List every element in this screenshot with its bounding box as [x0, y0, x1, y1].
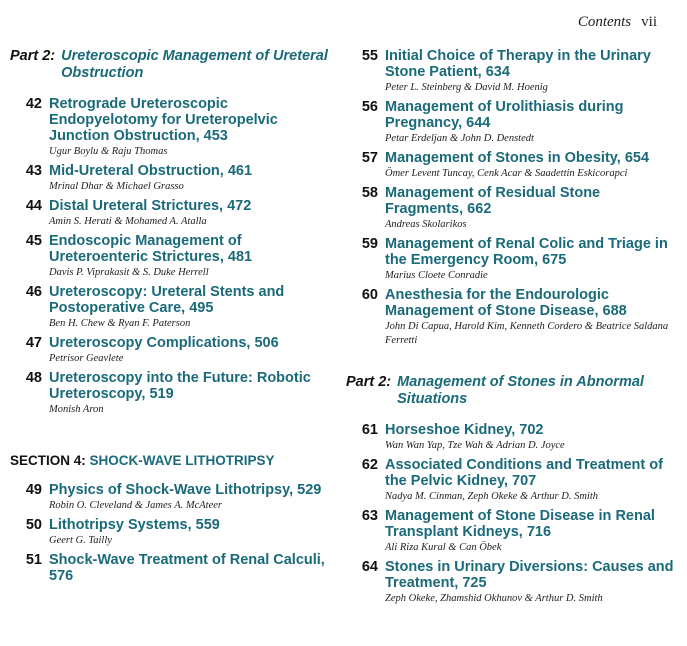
chapter-entry[interactable]	[10, 96, 340, 159]
chapter-entry[interactable]	[10, 552, 340, 584]
chapter-number: 59	[361, 236, 378, 252]
chapter-number: 50	[25, 517, 42, 533]
chapter-number: 48	[25, 370, 42, 386]
chapter-entry[interactable]	[10, 163, 340, 194]
running-header	[578, 14, 657, 31]
chapter-authors: Ugur Boylu & Raju Thomas	[49, 146, 168, 157]
header-label: Contents	[577, 14, 632, 30]
chapter-entry[interactable]	[346, 559, 676, 606]
chapter-entry[interactable]	[10, 284, 340, 331]
chapter-title[interactable]: Horseshoe Kidney, 702	[385, 422, 544, 438]
chapter-entry[interactable]	[10, 233, 340, 280]
chapter-title[interactable]: Retrograde Ureteroscopic Endopyelotomy for Ureteropelvic Junction Obstruction, 453	[49, 96, 278, 144]
chapter-list	[346, 422, 676, 606]
chapter-authors: Peter L. Steinberg & David M. Hoenig	[385, 82, 548, 93]
section-label: SECTION 4:	[10, 453, 86, 468]
chapter-entry[interactable]	[10, 482, 340, 513]
chapter-entry[interactable]	[10, 198, 340, 229]
chapter-authors: Nadya M. Cinman, Zeph Okeke & Arthur D. Smith	[385, 491, 598, 502]
chapter-number: 63	[361, 508, 378, 524]
chapter-authors: Zeph Okeke, Zhamshid Okhunov & Arthur D. Smith	[385, 593, 603, 604]
chapter-number: 42	[25, 96, 42, 112]
chapter-title[interactable]: Stones in Urinary Diversions: Causes and Treatment, 725	[385, 559, 674, 591]
chapter-number: 55	[361, 48, 378, 64]
chapter-entry[interactable]	[10, 517, 340, 548]
chapter-title[interactable]: Management of Stone Disease in Renal Transplant Kidneys, 716	[385, 508, 655, 540]
chapter-list	[10, 482, 340, 584]
part-heading	[10, 48, 340, 82]
page-number: vii	[641, 14, 657, 30]
chapter-entry[interactable]	[10, 335, 340, 366]
chapter-title[interactable]: Endoscopic Management of Ureteroenteric Strictures, 481	[49, 233, 253, 265]
chapter-authors: Wan Wan Yap, Tze Wah & Adrian D. Joyce	[385, 440, 565, 451]
chapter-title[interactable]: Anesthesia for the Endourologic Management of Stone Disease, 688	[385, 287, 627, 319]
chapter-entry[interactable]	[346, 287, 676, 348]
section-heading	[10, 453, 340, 468]
section-title: SHOCK-WAVE LITHOTRIPSY	[89, 453, 275, 468]
part-title: Ureteroscopic Management of Ureteral Obstruction	[61, 48, 328, 81]
chapter-number: 51	[25, 552, 42, 568]
chapter-title[interactable]: Management of Urolithiasis during Pregnancy, 644	[385, 99, 624, 131]
chapter-number: 44	[25, 198, 42, 214]
chapter-title[interactable]: Lithotripsy Systems, 559	[49, 517, 220, 533]
chapter-title[interactable]: Shock-Wave Treatment of Renal Calculi, 576	[49, 552, 325, 584]
chapter-number: 58	[361, 185, 378, 201]
chapter-number: 57	[361, 150, 378, 166]
chapter-authors: Marius Cloete Conradie	[385, 270, 488, 281]
chapter-list	[346, 48, 676, 348]
chapter-authors: Andreas Skolarikos	[385, 219, 467, 230]
chapter-authors: Amin S. Herati & Mohamed A. Atalla	[49, 216, 207, 227]
chapter-title[interactable]: Mid-Ureteral Obstruction, 461	[49, 163, 253, 179]
chapter-authors: Ben H. Chew & Ryan F. Paterson	[49, 318, 191, 329]
chapter-authors: Ali Riza Kural & Can Öbek	[385, 542, 502, 553]
part-label: Part 2:	[10, 48, 56, 64]
part-label: Part 2:	[346, 374, 392, 390]
chapter-title[interactable]: Ureteroscopy: Ureteral Stents and Postoperative Care, 495	[49, 284, 285, 316]
chapter-number: 61	[361, 422, 378, 438]
part-title: Management of Stones in Abnormal Situations	[397, 374, 644, 407]
chapter-number: 62	[361, 457, 378, 473]
chapter-authors: Petar Erdeljan & John D. Denstedt	[385, 133, 534, 144]
chapter-entry[interactable]	[346, 457, 676, 504]
chapter-entry[interactable]	[10, 370, 340, 417]
chapter-number: 49	[25, 482, 42, 498]
chapter-number: 43	[25, 163, 42, 179]
chapter-title[interactable]: Management of Renal Colic and Triage in the Emergency Room, 675	[385, 236, 668, 268]
chapter-entry[interactable]	[346, 508, 676, 555]
chapter-authors: Geert G. Tailly	[49, 535, 112, 546]
chapter-authors: Petrisor Geavlete	[49, 353, 124, 364]
chapter-title[interactable]: Physics of Shock-Wave Lithotripsy, 529	[49, 482, 322, 498]
chapter-title[interactable]: Associated Conditions and Treatment of the Pelvic Kidney, 707	[385, 457, 663, 489]
chapter-authors: Davis P. Viprakasit & S. Duke Herrell	[49, 267, 209, 278]
chapter-number: 46	[25, 284, 42, 300]
chapter-entry[interactable]	[346, 99, 676, 146]
chapter-entry[interactable]	[346, 236, 676, 283]
chapter-authors: John Di Capua, Harold Kim, Kenneth Cordero & Beatrice Saldana Ferretti	[385, 321, 669, 346]
chapter-number: 60	[361, 287, 378, 303]
chapter-title[interactable]: Ureteroscopy Complications, 506	[49, 335, 279, 351]
right-column	[346, 48, 676, 610]
chapter-title[interactable]: Management of Stones in Obesity, 654	[385, 150, 650, 166]
chapter-entry[interactable]	[346, 48, 676, 95]
chapter-title[interactable]: Distal Ureteral Strictures, 472	[49, 198, 252, 214]
chapter-title[interactable]: Ureteroscopy into the Future: Robotic Ureteroscopy, 519	[49, 370, 311, 402]
chapter-list	[10, 96, 340, 417]
chapter-number: 64	[361, 559, 378, 575]
chapter-entry[interactable]	[346, 185, 676, 232]
chapter-number: 45	[25, 233, 42, 249]
chapter-number: 47	[25, 335, 42, 351]
chapter-entry[interactable]	[346, 422, 676, 453]
chapter-authors: Ömer Levent Tuncay, Cenk Acar & Saadettin Eskicorapci	[385, 168, 628, 179]
chapter-entry[interactable]	[346, 150, 676, 181]
part-heading	[346, 374, 676, 408]
chapter-title[interactable]: Initial Choice of Therapy in the Urinary Stone Patient, 634	[385, 48, 651, 80]
chapter-title[interactable]: Management of Residual Stone Fragments, 662	[385, 185, 601, 217]
chapter-authors: Mrinal Dhar & Michael Grasso	[49, 181, 184, 192]
chapter-number: 56	[361, 99, 378, 115]
left-column	[10, 48, 340, 588]
chapter-authors: Monish Aron	[49, 404, 104, 415]
chapter-authors: Robin O. Cleveland & James A. McAteer	[49, 500, 223, 511]
